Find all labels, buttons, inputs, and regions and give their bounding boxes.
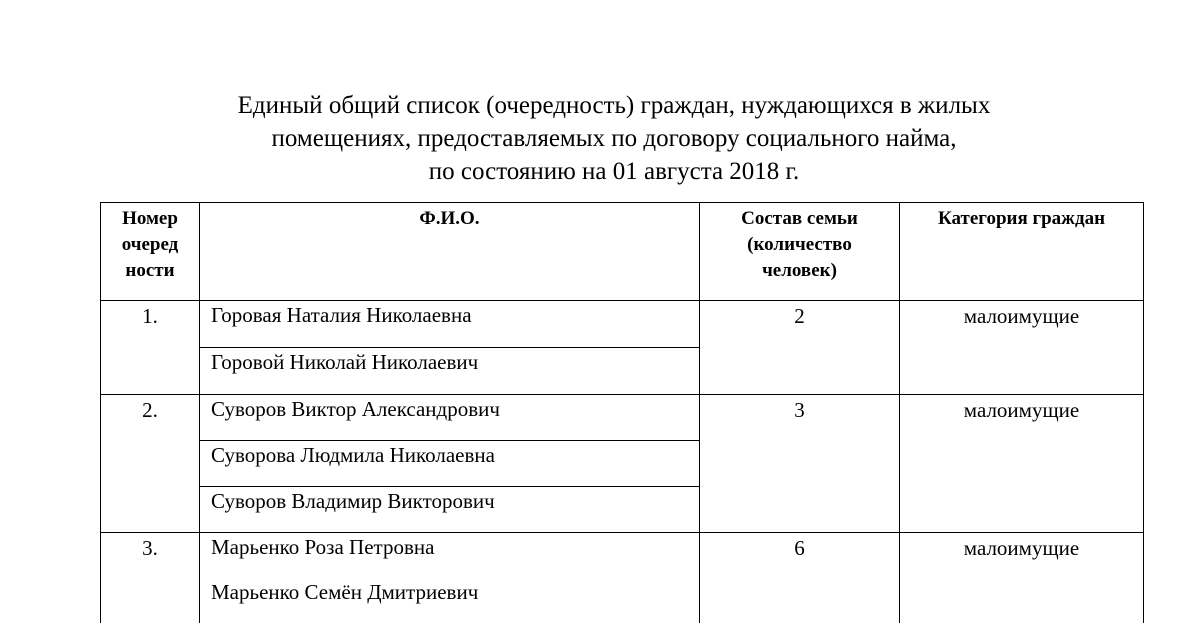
header-name: Ф.И.О.: [200, 203, 700, 301]
document-title: [0, 89, 1200, 188]
title-line: помещениях, предоставляемых по договору социального найма,: [271, 125, 957, 152]
person-name: Марьенко Роза Петровна: [200, 533, 700, 579]
table-row: [101, 533, 1144, 579]
citizen-category: малоимущие: [900, 395, 1144, 533]
person-name: Суворова Людмила Николаевна: [200, 441, 700, 487]
title-line: по состоянию на 01 августа 2018 г.: [428, 158, 800, 185]
title-line: Единый общий список (очередность) граждан, нуждающихся в жилых: [237, 92, 991, 119]
family-size: 2: [700, 301, 900, 395]
person-name: Суворов Владимир Викторович: [200, 487, 700, 533]
family-size: 3: [700, 395, 900, 533]
queue-table: [100, 202, 1144, 623]
header-number: Номер очеред ности: [101, 203, 200, 301]
person-name: Суворов Виктор Александрович: [200, 395, 700, 441]
citizen-category: малоимущие: [900, 533, 1144, 624]
person-name: Горовой Николай Николаевич: [200, 348, 700, 395]
person-name: Марьенко Семён Дмитриевич: [200, 578, 700, 623]
citizen-category: малоимущие: [900, 301, 1144, 395]
header-category: Категория граждан: [900, 203, 1144, 301]
row-number: 2.: [101, 395, 200, 533]
family-size: 6: [700, 533, 900, 624]
row-number: 3.: [101, 533, 200, 624]
row-number: 1.: [101, 301, 200, 395]
table-row: [101, 301, 1144, 348]
person-name: Горовая Наталия Николаевна: [200, 301, 700, 348]
table-row: [101, 395, 1144, 441]
header-family: Состав семьи (количество человек): [700, 203, 900, 301]
table-header-row: [101, 203, 1144, 301]
